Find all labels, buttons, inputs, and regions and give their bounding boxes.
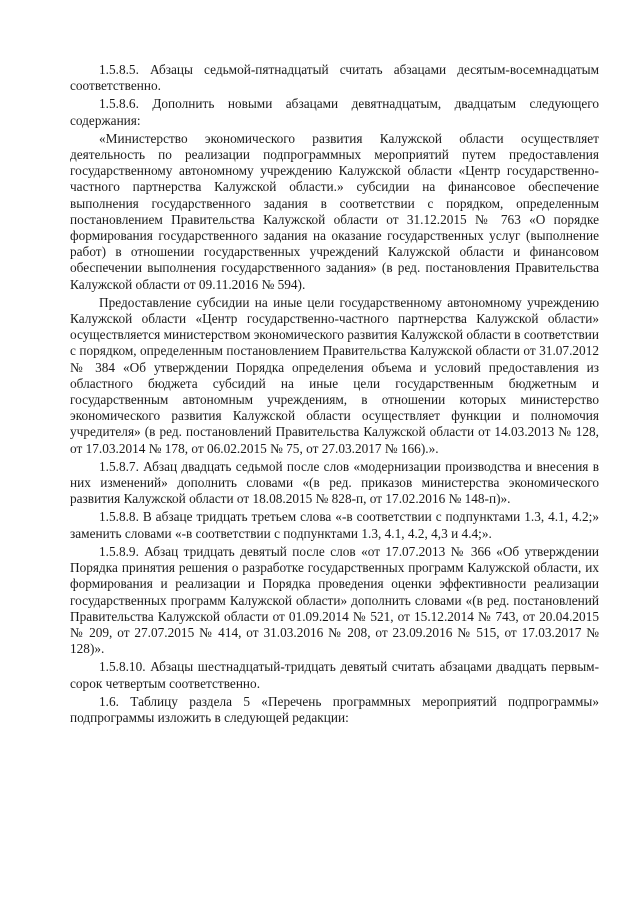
paragraph-1-5-8-7: 1.5.8.7. Абзац двадцать седьмой после слов «модернизации производства и внесения в них изменений» дополнить словами «(в ред. приказов министерства экономического развития Калужской области от 18.08.2015 № 828-п, от 17.02.2016 № 148-п)». bbox=[70, 458, 599, 507]
paragraph-1-5-8-10: 1.5.8.10. Абзацы шестнадцатый-тридцать девятый считать абзацами двадцать первым-сорок четвертым соответственно. bbox=[70, 659, 599, 691]
paragraph-1-5-8-9: 1.5.8.9. Абзац тридцать девятый после слов «от 17.07.2013 № 366 «Об утверждении Порядка принятия решения о разработке государственных программ Калужской области, их формирования и реализации и Порядка проведения оценки эффективности реализации государственных программ Калужской области» дополнить словами «(в ред. постановлений Правительства Калужской области от 01.09.2014 № 521, от 15.12.2014 № 743, от 20.04.2015 № 209, от 27.07.2015 № 414, от 31.03.2016 № 208, от 23.09.2016 № 515, от 17.03.2017 № 128)». bbox=[70, 543, 599, 657]
paragraph-1-5-8-6: 1.5.8.6. Дополнить новыми абзацами девятнадцатым, двадцатым следующего содержания: bbox=[70, 96, 599, 128]
paragraph-1-5-8-8: 1.5.8.8. В абзаце тридцать третьем слова «-в соответствии с подпунктами 1.3, 4.1, 4.2;» заменить словами «-в соответствии с подпунктами 1.3, 4.1, 4.2, 4,3 и 4.4;». bbox=[70, 509, 599, 541]
paragraph-1-5-8-5: 1.5.8.5. Абзацы седьмой-пятнадцатый считать абзацами десятым-восемнадцатым соответственно. bbox=[70, 62, 599, 94]
paragraph-1-6: 1.6. Таблицу раздела 5 «Перечень программных мероприятий подпрограммы» подпрограммы изложить в следующей редакции: bbox=[70, 693, 599, 725]
quoted-paragraph-ministry: «Министерство экономического развития Калужской области осуществляет деятельность по реализации подпрограммных мероприятий путем предоставления государственному автономному учреждению Калужской области «Центр государственно-частного партнерства Калужской области.» субсидии на финансовое обеспечение выполнения государственного задания в соответствии с порядком, определенным постановлением Правительства Калужской области от 31.12.2015 № 763 «О порядке формирования государственного задания на оказание государственных услуг (выполнение работ) в отношении государственных учреждений Калужской области и финансовом обеспечении выполнения государственного задания» (в ред. постановления Правительства Калужской области от 09.11.2016 № 594). bbox=[70, 130, 599, 292]
document-body bbox=[70, 62, 599, 726]
paragraph-subsidy: Предоставление субсидии на иные цели государственному автономному учреждению Калужской области «Центр государственно-частного партнерства Калужской области» осуществляется министерством экономического развития Калужской области в соответствии с порядком, определенным постановлением Правительства Калужской области от 31.07.2012 № 384 «Об утверждении Порядка определения объема и условий предоставления из областного бюджета субсидий на иные цели государственным бюджетным и государственным автономным учреждениям, в отношении которых министерство экономического развития Калужской области осуществляет функции и полномочия учредителя» (в ред. постановлений Правительства Калужской области от 14.03.2013 № 128, от 17.03.2014 № 178, от 06.02.2015 № 75, от 27.03.2017 № 166).». bbox=[70, 294, 599, 456]
